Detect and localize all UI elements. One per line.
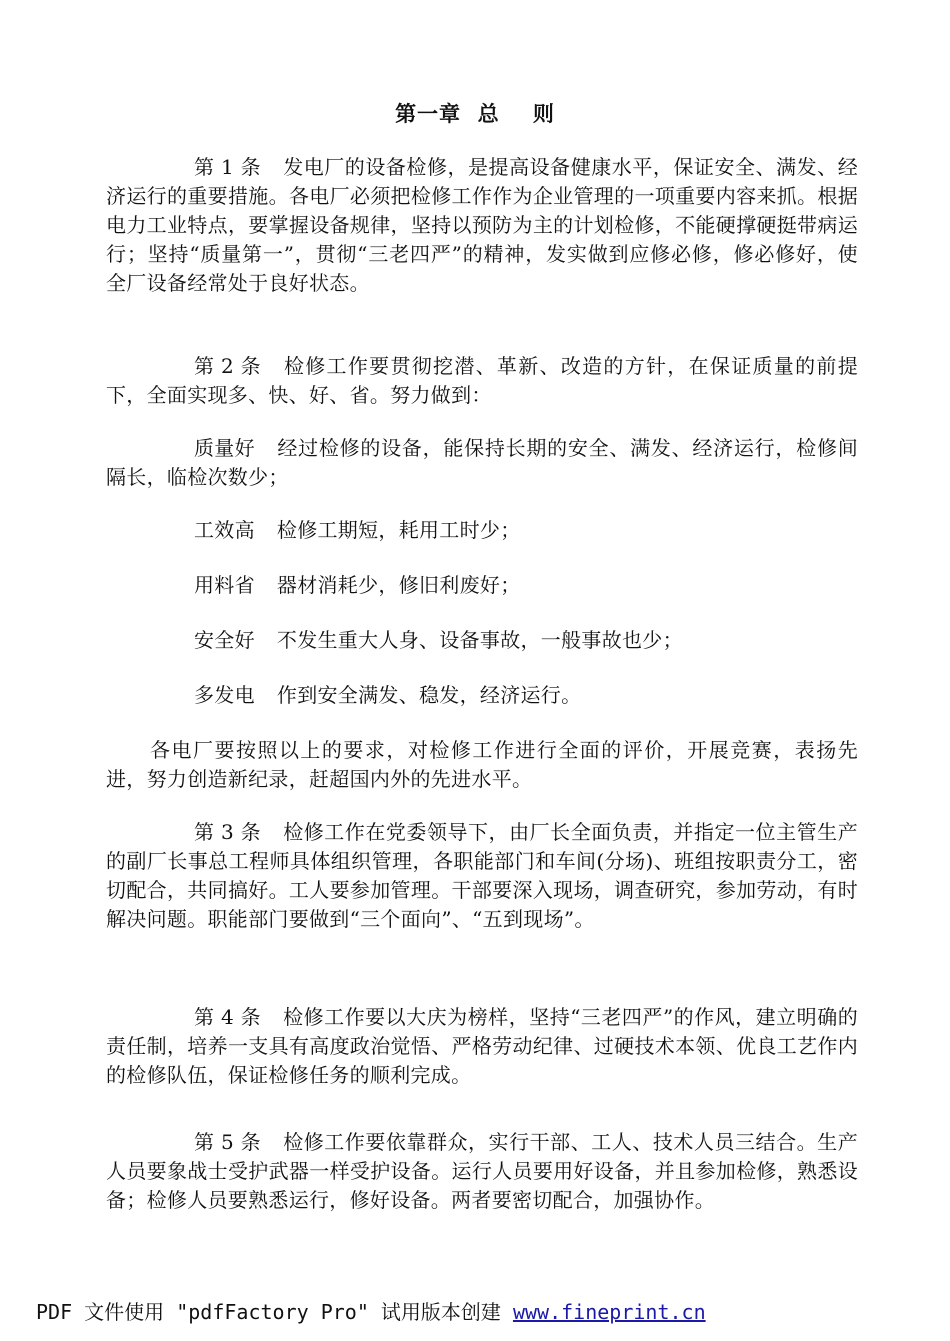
item-safety	[106, 626, 858, 655]
item-label: 质量好	[194, 436, 255, 460]
chapter-title: 第一章 总 则	[395, 102, 555, 126]
paragraph-text: 各电厂要按照以上的要求，对检修工作进行全面的评价，开展竞赛，表扬先进，努力创造新纪录，赶超国内外的先进水平。	[106, 738, 858, 791]
item-label: 用料省	[194, 573, 255, 597]
article-text: 检修工作要贯彻挖潜、革新、改造的方针，在保证质量的前提下，全面实现多、快、好、省。努力做到：	[106, 354, 858, 407]
article-label: 第 1 条	[194, 155, 261, 179]
article-text: 检修工作要依靠群众，实行干部、工人、技术人员三结合。生产人员要象战士受护武器一样受护设备。运行人员要用好设备，并且参加检修，熟悉设备；检修人员要熟悉运行，修好设备。两者要密切配合，加强协作。	[106, 1130, 858, 1212]
item-quality	[106, 434, 858, 492]
article-text: 检修工作要以大庆为榜样，坚持“三老四严”的作风，建立明确的责任制，培养一支具有高度政治觉悟、严格劳动纪律、过硬技术本领、优良工艺作内的检修队伍，保证检修任务的顺利完成。	[106, 1005, 858, 1087]
article-4	[106, 1003, 858, 1090]
article-label: 第 5 条	[194, 1130, 261, 1154]
item-efficiency	[106, 516, 858, 545]
article-text: 检修工作在党委领导下，由厂长全面负责，并指定一位主管生产的副厂长事总工程师具体组织管理，各职能部门和车间(分场)、班组按职责分工，密切配合，共同搞好。工人要参加管理。干部要深入现场，调查研究，参加劳动，有时解决问题。职能部门要做到“三个面向”、“五到现场”。	[106, 820, 858, 931]
item-label: 工效高	[194, 518, 255, 542]
article-text: 发电厂的设备检修，是提高设备健康水平，保证安全、满发、经济运行的重要措施。各电厂必须把检修工作作为企业管理的一项重要内容来抓。根据电力工业特点，要掌握设备规律，坚持以预防为主的计划检修，不能硬撑硬挺带病运行；坚持“质量第一”，贯彻“三老四严”的精神，发实做到应修必修，修必修好，使全厂设备经常处于良好状态。	[106, 155, 858, 295]
article-label: 第 4 条	[194, 1005, 261, 1029]
article-3	[106, 818, 858, 934]
item-material	[106, 571, 858, 600]
article-2	[106, 352, 858, 410]
article-5	[106, 1128, 858, 1215]
article-1	[106, 153, 858, 298]
item-text: 器材消耗少，修旧利废好；	[276, 573, 521, 597]
item-generation	[106, 681, 858, 710]
item-text: 不发生重大人身、设备事故，一般事故也少；	[276, 628, 683, 652]
item-label: 多发电	[194, 683, 255, 707]
fineprint-link[interactable]: www.fineprint.cn	[512, 1300, 706, 1324]
article-label: 第 3 条	[194, 820, 261, 844]
item-text: 经过检修的设备，能保持长期的安全、满发、经济运行，检修间隔长，临检次数少；	[106, 436, 858, 489]
item-label: 安全好	[194, 628, 255, 652]
article-label: 第 2 条	[194, 354, 261, 378]
requirements-paragraph	[106, 736, 858, 794]
item-text: 检修工期短，耗用工时少；	[276, 518, 521, 542]
pdf-footer	[36, 1296, 706, 1325]
footer-text: PDF 文件使用 "pdfFactory Pro" 试用版本创建	[36, 1300, 513, 1324]
item-text: 作到安全满发、稳发，经济运行。	[276, 683, 582, 707]
